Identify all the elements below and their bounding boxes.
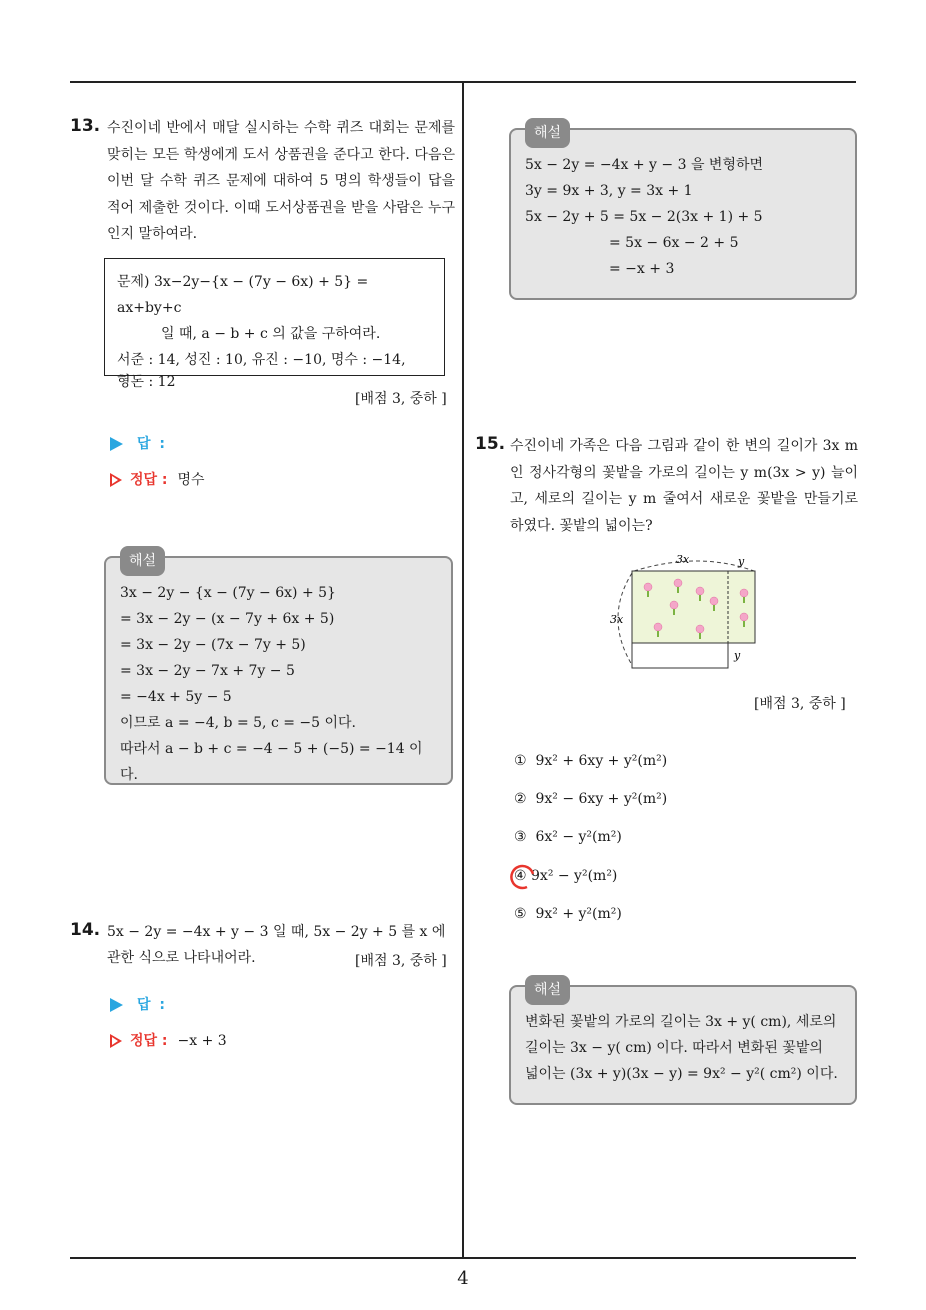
solution-line: 변화된 꽃밭의 가로의 길이는 3x + y( cm), 세로의 bbox=[525, 1014, 837, 1030]
solution-line: = −x + 3 bbox=[609, 261, 675, 277]
play-triangle-icon bbox=[110, 998, 123, 1012]
solution-line: = 3x − 2y − (7x − 7y + 5) bbox=[120, 637, 306, 653]
question-text-line: 관한 식으로 나타내어라. bbox=[107, 950, 256, 966]
answer-row bbox=[110, 994, 167, 1014]
score-label: [배점 3, 중하 ] bbox=[754, 696, 846, 712]
correct-value: −x + 3 bbox=[177, 1033, 227, 1049]
figure-label-left: 3x bbox=[610, 613, 624, 626]
answer-label: 답 : bbox=[137, 436, 167, 452]
problem-line: 일 때, a − b + c 의 값을 구하여라. bbox=[161, 326, 381, 342]
solution-line: 길이는 3x − y( cm) 이다. 따라서 변화된 꽃밭의 bbox=[525, 1040, 823, 1056]
column-divider bbox=[462, 82, 464, 1258]
solution-line: = 3x − 2y − 7x + 7y − 5 bbox=[120, 663, 295, 679]
figure-label-top: 3x bbox=[676, 553, 690, 566]
outline-triangle-icon bbox=[110, 473, 122, 487]
outline-triangle-icon bbox=[110, 1034, 122, 1048]
question-text: 수진이네 반에서 매달 실시하는 수학 퀴즈 대회는 문제를 맞히는 모든 학생에게 도서 상품권을 준다고 한다. 다음은 이번 달 수학 퀴즈 문제에 대하여 5 명의 학생들이 답을 적어 제출한 것이다. 이때 도서상품권을 받을 사람은 누구인지 말하여라. bbox=[107, 120, 455, 242]
solution-line: 3x − 2y − {x − (7y − 6x) + 5} bbox=[120, 585, 336, 601]
solution-box bbox=[104, 553, 453, 785]
bottom-rule bbox=[70, 1257, 856, 1259]
solution-line: 3y = 9x + 3, y = 3x + 1 bbox=[525, 183, 693, 199]
choice-5[interactable] bbox=[514, 906, 622, 922]
choice-text: 9x² − y²(m²) bbox=[531, 868, 618, 884]
choice-mark: ⑤ bbox=[514, 906, 527, 922]
flower-garden-figure bbox=[604, 553, 774, 673]
solution-line: = 3x − 2y − (x − 7y + 6x + 5) bbox=[120, 611, 335, 627]
figure-label-right-top: y bbox=[738, 555, 745, 568]
question-number: 14. bbox=[70, 920, 101, 940]
problem-line: 형돈 : 12 bbox=[117, 374, 176, 390]
score-label: [배점 3, 중하 ] bbox=[355, 391, 447, 407]
solution-box bbox=[509, 982, 857, 1105]
solution-tag: 해설 bbox=[120, 546, 165, 576]
solution-box bbox=[509, 125, 857, 300]
choice-text: 6x² − y²(m²) bbox=[535, 829, 622, 845]
choice-mark: ② bbox=[514, 791, 527, 807]
answer-label: 답 : bbox=[137, 997, 167, 1013]
choice-mark: ③ bbox=[514, 829, 527, 845]
question-number: 13. bbox=[70, 116, 101, 136]
page-number: 4 bbox=[457, 1268, 469, 1289]
correct-label: 정답 : bbox=[130, 472, 168, 488]
correct-answer-row bbox=[110, 1030, 227, 1050]
choice-text: 9x² − 6xy + y²(m²) bbox=[535, 791, 668, 807]
choice-text: 9x² + 6xy + y²(m²) bbox=[535, 753, 668, 769]
choice-1[interactable] bbox=[514, 753, 667, 769]
choice-text: 9x² + y²(m²) bbox=[535, 906, 622, 922]
figure-label-right-bottom: y bbox=[734, 649, 741, 662]
choice-2[interactable] bbox=[514, 791, 667, 807]
correct-answer-row bbox=[110, 469, 205, 489]
correct-label: 정답 : bbox=[130, 1033, 168, 1049]
choice-mark: ④ bbox=[514, 868, 527, 884]
solution-line: = −4x + 5y − 5 bbox=[120, 689, 232, 705]
problem-box bbox=[104, 258, 445, 390]
choice-mark: ① bbox=[514, 753, 527, 769]
solution-line: 넓이는 (3x + y)(3x − y) = 9x² − y²( cm²) 이다. bbox=[525, 1066, 838, 1082]
question-text-line: 5x − 2y = −4x + y − 3 일 때, 5x − 2y + 5 를 x 에 bbox=[107, 924, 446, 940]
problem-line: 서준 : 14, 성진 : 10, 유진 : −10, 명수 : −14, bbox=[117, 352, 406, 368]
solution-line: 5x − 2y = −4x + y − 3 을 변형하면 bbox=[525, 157, 764, 173]
problem-line: 문제) 3x−2y−{x − (7y − 6x) + 5} = ax+by+c bbox=[117, 274, 369, 316]
score-label: [배점 3, 중하 ] bbox=[355, 953, 447, 969]
selected-circle-icon bbox=[507, 862, 537, 892]
answer-row bbox=[110, 433, 167, 453]
play-triangle-icon bbox=[110, 437, 123, 451]
question-number: 15. bbox=[475, 434, 506, 454]
solution-tag: 해설 bbox=[525, 118, 570, 148]
solution-tag: 해설 bbox=[525, 975, 570, 1005]
correct-value: 명수 bbox=[177, 472, 205, 488]
solution-line: 5x − 2y + 5 = 5x − 2(3x + 1) + 5 bbox=[525, 209, 763, 225]
choice-3[interactable] bbox=[514, 829, 622, 845]
solution-line: 이므로 a = −4, b = 5, c = −5 이다. bbox=[120, 715, 356, 731]
solution-line: 따라서 a − b + c = −4 − 5 + (−5) = −14 이다. bbox=[120, 741, 423, 783]
solution-line: = 5x − 6x − 2 + 5 bbox=[609, 235, 739, 251]
question-text: 수진이네 가족은 다음 그림과 같이 한 변의 길이가 3x m 인 정사각형의 꽃밭을 가로의 길이는 y m(3x > y) 늘이고, 세로의 길이는 y m 줄여서 새로운 꽃밭을 만들기로 하였다. 꽃밭의 넓이는? bbox=[510, 438, 858, 534]
